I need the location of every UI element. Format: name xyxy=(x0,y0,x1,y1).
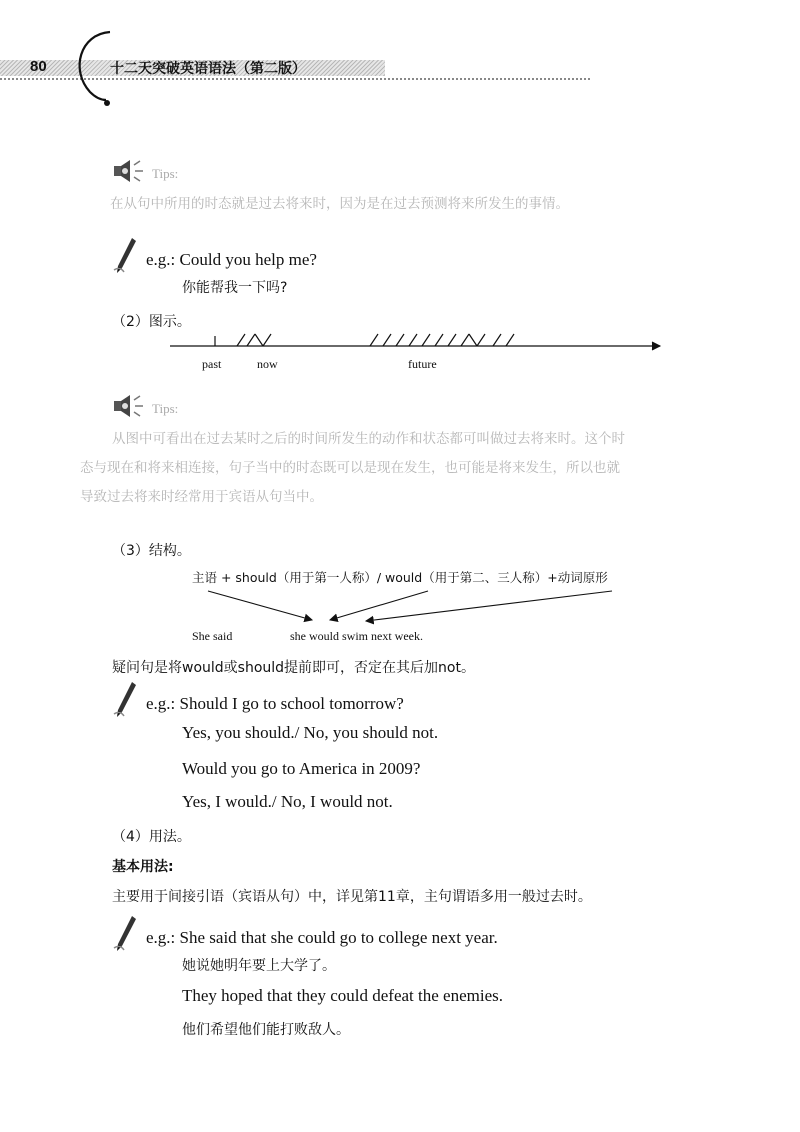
usage-text: 主要用于间接引语（宾语从句）中，详见第11章，主句谓语多用一般过去时。 xyxy=(112,889,592,905)
example-line: Should I go to school tomorrow? xyxy=(179,694,404,713)
book-title: 十二天突破英语语法（第二版） xyxy=(110,61,306,77)
eg-prefix: e.g.: xyxy=(146,250,180,269)
subheading: 基本用法: xyxy=(112,859,174,875)
structure-note: 疑问句是将would或should提前即可，否定在其后加not。 xyxy=(112,660,475,676)
example-line: Yes, you should./ No, you should not. xyxy=(182,723,439,742)
timeline-diagram xyxy=(165,330,665,355)
structure-subject: She said xyxy=(192,629,233,643)
pen-icon xyxy=(112,680,138,720)
example-en: She said that she could go to college next year. xyxy=(179,928,498,947)
example-en: They hoped that they could defeat the enemies. xyxy=(182,986,503,1005)
example-en: Could you help me? xyxy=(179,250,317,269)
example-cn: 她说她明年要上大学了。 xyxy=(182,958,336,974)
example-line: Yes, I would./ No, I would not. xyxy=(182,792,393,811)
example-cn: 他们希望他们能打败敌人。 xyxy=(182,1022,350,1038)
section-heading: （3）结构。 xyxy=(112,543,191,559)
pen-icon xyxy=(112,236,138,276)
speaker-icon xyxy=(112,393,148,419)
page-number: 80 xyxy=(30,58,47,75)
structure-formula: 主语 + should（用于第一人称）/ would（用于第二、三人称）+动词原形 xyxy=(192,570,608,585)
structure-arrows xyxy=(200,586,620,626)
timeline-label-past: past xyxy=(202,357,222,371)
eg-prefix: e.g.: xyxy=(146,928,180,947)
timeline-label-now: now xyxy=(257,357,278,371)
tips-line-3: 导致过去将来时经常用于宾语从句当中。 xyxy=(80,489,323,505)
tips-line-1: 从图中可看出在过去某时之后的时间所发生的动作和状态都可叫做过去将来时。这个时 xyxy=(112,431,625,447)
section-heading: （2）图示。 xyxy=(112,314,191,330)
example-line: Would you go to America in 2009? xyxy=(182,759,421,778)
eg-prefix: e.g.: xyxy=(146,694,180,713)
tips-line-2: 态与现在和将来相连接，句子当中的时态既可以是现在发生，也可能是将来发生，所以也就 xyxy=(80,460,620,476)
section-heading: （4）用法。 xyxy=(112,829,191,845)
tips-label: Tips: xyxy=(152,401,179,416)
speaker-icon xyxy=(112,158,148,184)
tips-label: Tips: xyxy=(152,166,179,181)
structure-example: she would swim next week. xyxy=(290,629,423,643)
header-arc-ornament xyxy=(60,20,140,110)
timeline-label-future: future xyxy=(408,357,437,371)
example-cn: 你能帮我一下吗? xyxy=(182,280,288,296)
tips-text: 在从句中所用的时态就是过去将来时，因为是在过去预测将来所发生的事情。 xyxy=(110,196,569,212)
pen-icon xyxy=(112,914,138,954)
